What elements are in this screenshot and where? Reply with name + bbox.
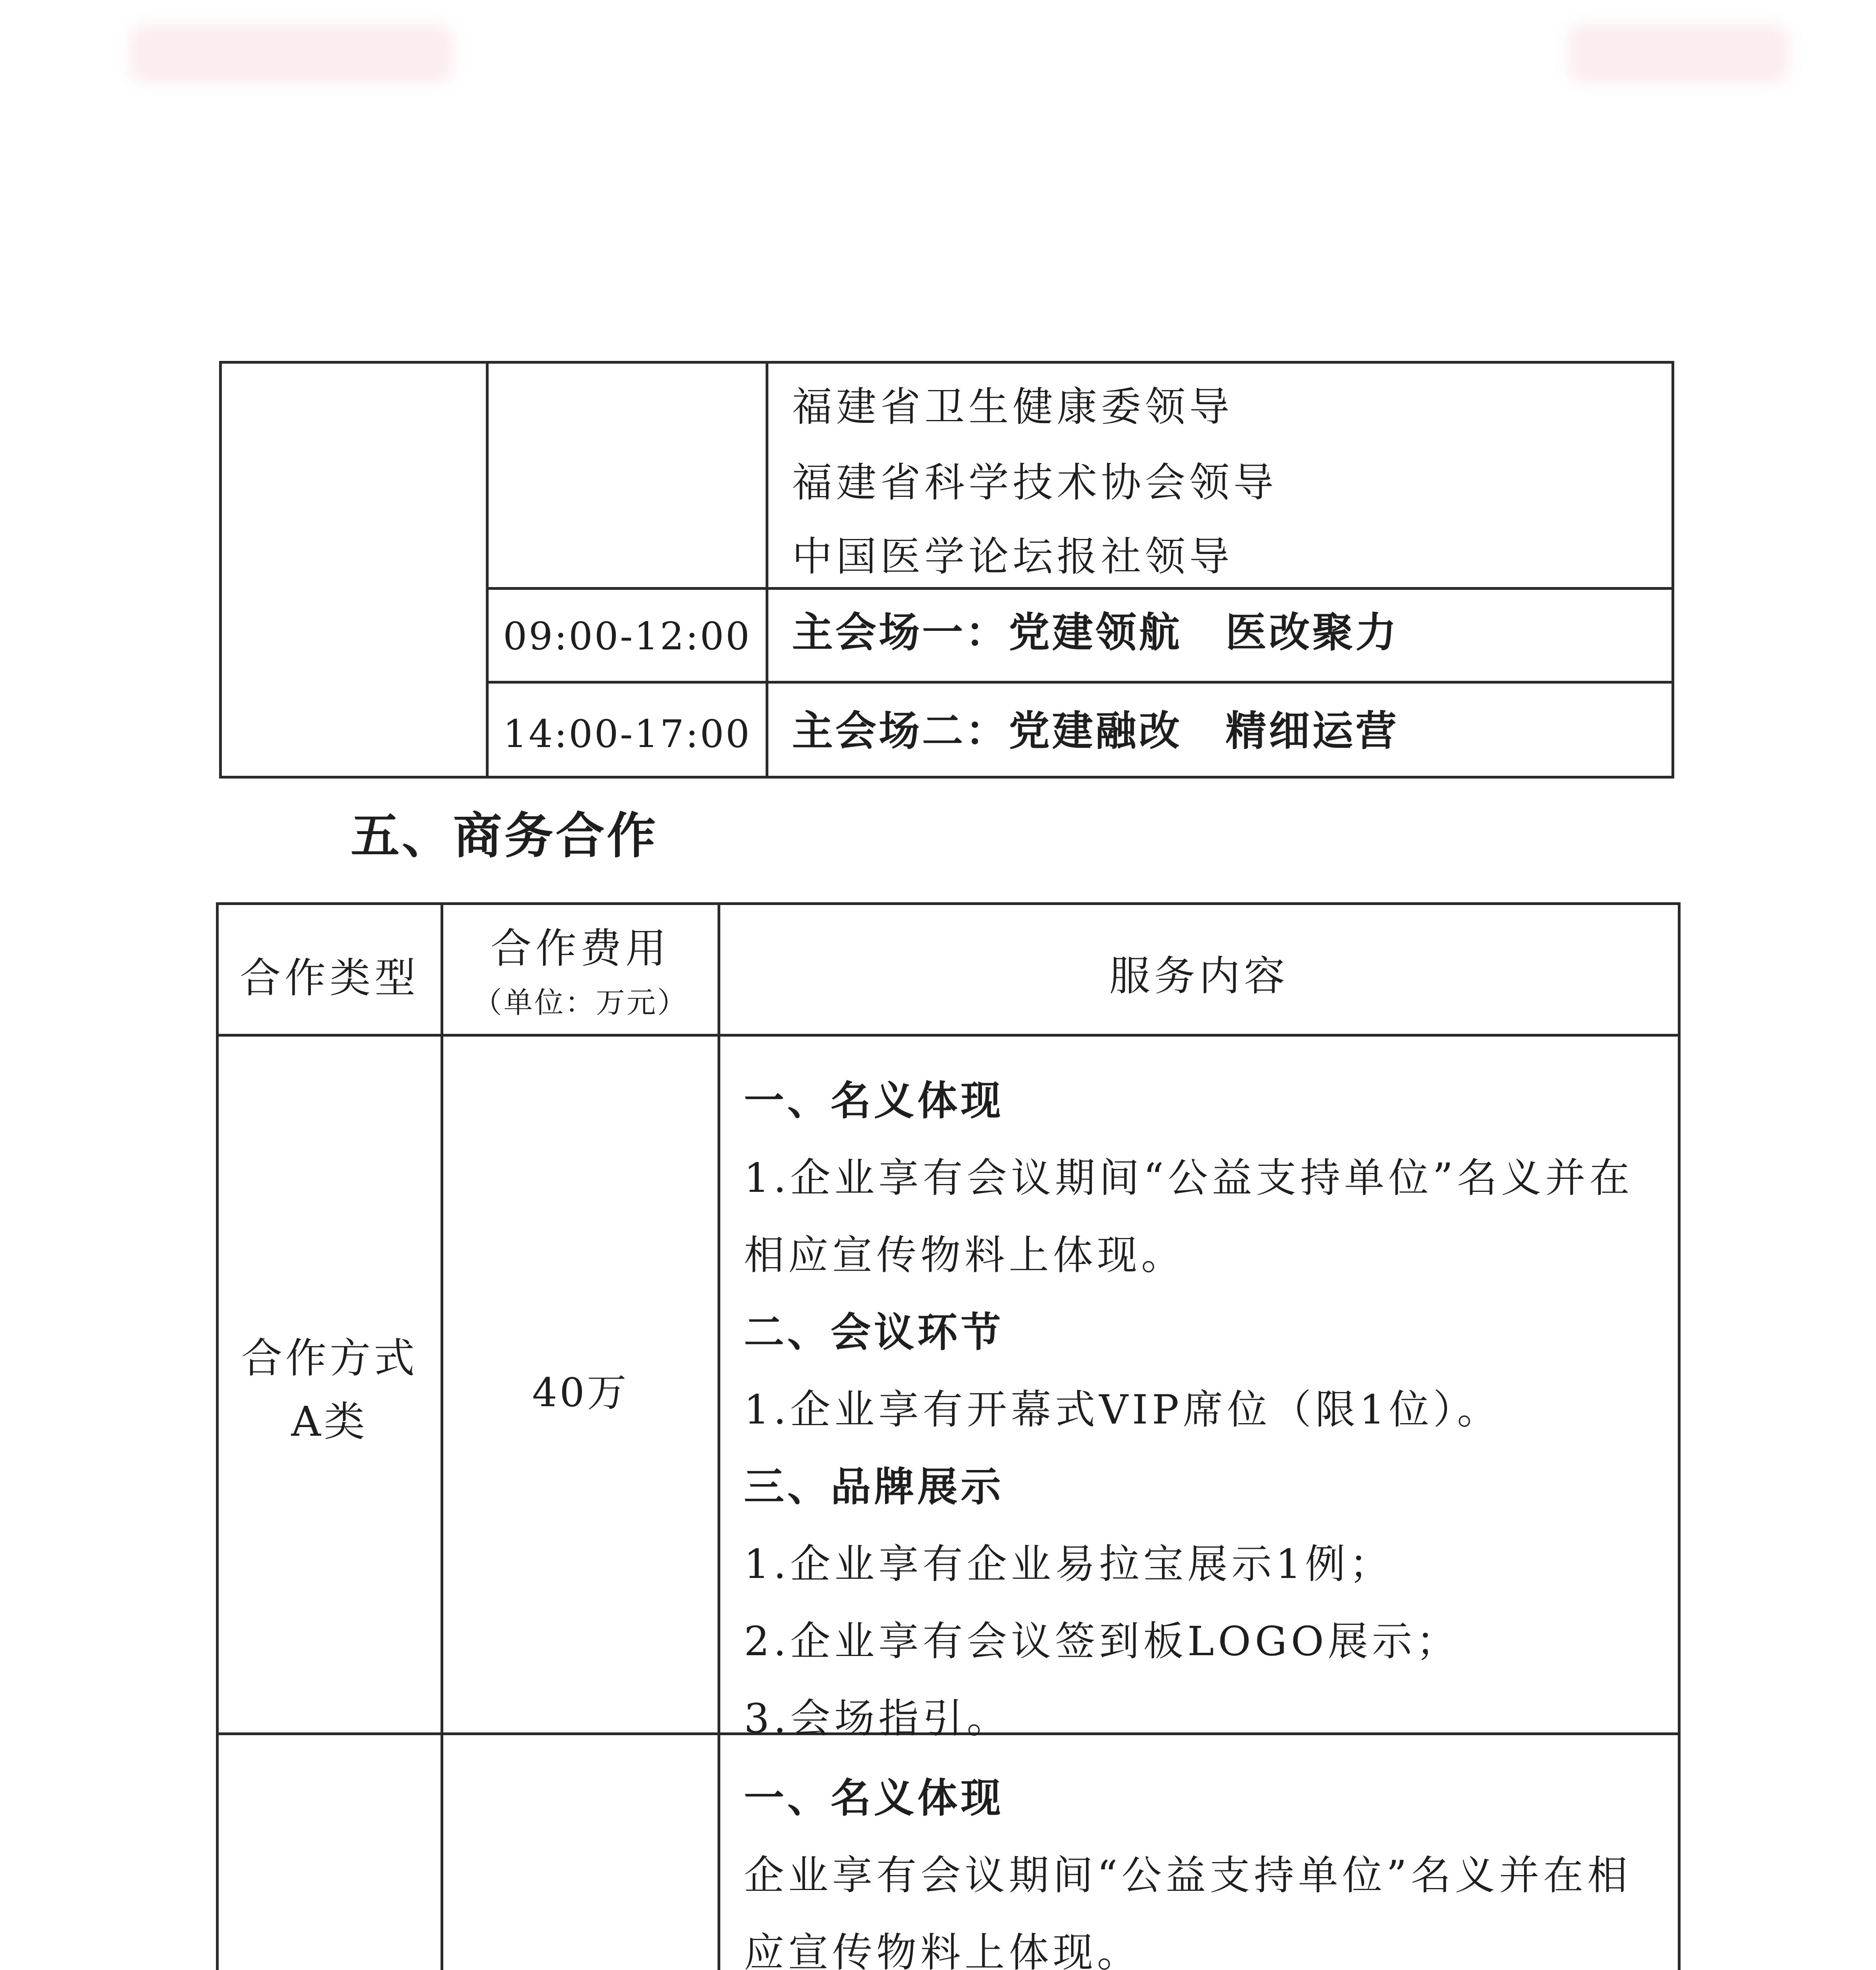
cooperation-type-label: 合作方式: [241, 1334, 418, 1382]
table-divider: [219, 1034, 1678, 1037]
table-divider: [766, 364, 768, 776]
section-heading: 五、商务合作: [351, 808, 658, 864]
table-divider: [486, 681, 1671, 684]
service-line: 企业享有会议期间“公益支持单位”名义并在相: [744, 1852, 1632, 1899]
service-content-b: [744, 1760, 1662, 1970]
cooperation-type-class: A类: [291, 1398, 368, 1446]
session-time: 09:00-12:00: [503, 614, 751, 658]
table-divider: [718, 905, 720, 1970]
session-row: [768, 684, 1671, 776]
service-line: 二、会议环节: [744, 1309, 1004, 1356]
service-line: 一、名义体现: [744, 1078, 1004, 1124]
session-row: [489, 590, 766, 681]
table-divider: [441, 905, 443, 1970]
fee-value: 40万: [532, 1370, 629, 1416]
session-row: [768, 590, 1671, 681]
service-line: 一、名义体现: [744, 1775, 1004, 1822]
guest-line: 福建省科学技术协会领导: [792, 459, 1277, 506]
header-content: 服务内容: [1109, 952, 1289, 1000]
table-divider: [486, 364, 489, 776]
session-title: 主会场二：党建融改 精细运营: [792, 707, 1399, 755]
guests-cell: [768, 364, 1671, 587]
table-divider: [486, 587, 1671, 590]
service-line: 应宣传物料上体现。: [744, 1929, 1141, 1970]
service-line: 1.企业享有开幕式VIP席位（限1位）。: [744, 1386, 1501, 1433]
header-type: 合作类型: [240, 954, 420, 1002]
service-line: 相应宣传物料上体现。: [744, 1232, 1185, 1279]
service-line: 1.企业享有企业易拉宝展示1例；: [744, 1541, 1394, 1588]
guest-line: 福建省卫生健康委领导: [792, 384, 1233, 431]
service-line: 三、品牌展示: [744, 1464, 1004, 1511]
session-time: 14:00-17:00: [503, 712, 751, 756]
guest-line: 中国医学论坛报社领导: [792, 533, 1233, 580]
service-line: 3.会场指引。: [744, 1695, 1011, 1742]
scan-mark: [130, 24, 453, 83]
business-table: [216, 902, 1681, 1970]
session-row: [489, 684, 766, 776]
service-content-a: [744, 1063, 1662, 1758]
header-fee: [443, 917, 718, 1026]
header-fee-unit: （单位：万元）: [473, 986, 688, 1020]
session-title: 主会场一：党建领航 医改聚力: [792, 608, 1399, 656]
service-line: 2.企业享有会议签到板LOGO展示；: [744, 1618, 1460, 1665]
scan-mark: [1568, 24, 1789, 83]
schedule-table: [219, 361, 1674, 779]
cooperation-type-a: [219, 1327, 441, 1453]
header-fee-label: 合作费用: [490, 924, 670, 972]
service-line: 1.企业享有会议期间“公益支持单位”名义并在: [744, 1155, 1634, 1202]
